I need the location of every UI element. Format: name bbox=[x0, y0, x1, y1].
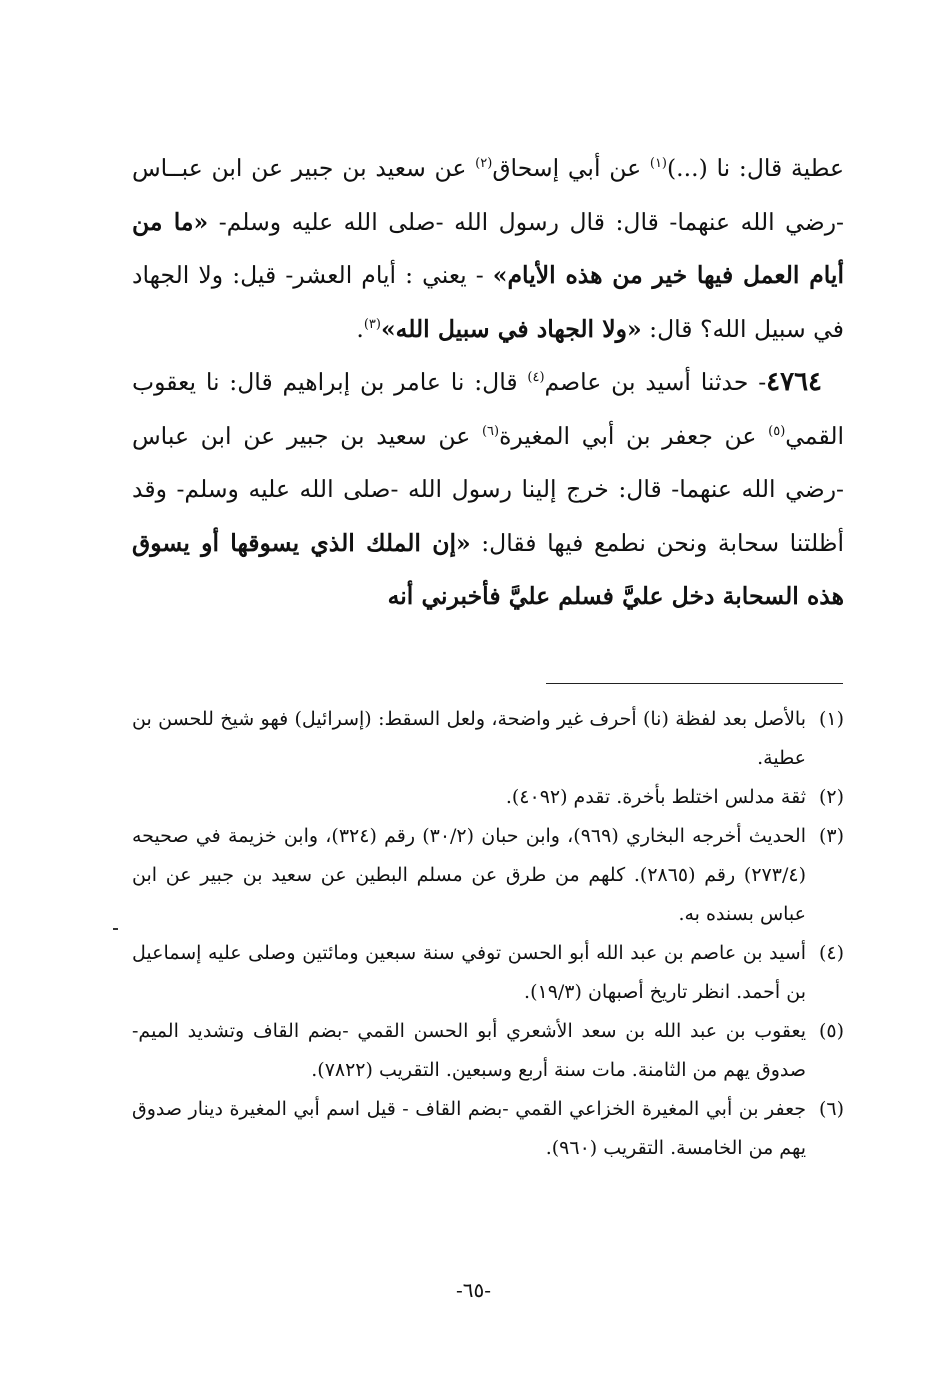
hadith-number: ٤٧٦٤ bbox=[766, 367, 822, 397]
footnote-ref-3: (٣) bbox=[363, 316, 381, 332]
text-run: عن سعيد بن جبير عن ابن عباس -رضي الله عنهما- قال: خرج إلينا رسول الله -صلى الله عليه وسلم- وقد أظلتنا سحابة ونحن نطمع فيها فقال: bbox=[132, 421, 844, 557]
footnote bbox=[132, 1090, 844, 1168]
footnote-number: (٥) bbox=[818, 1020, 844, 1042]
page-number: -٦٥- bbox=[455, 1278, 491, 1302]
footnote bbox=[132, 817, 844, 934]
footnote-text: الحديث أخرجه البخاري (٩٦٩)، وابن حبان (٣٠/٢) رقم (٣٢٤)، وابن خزيمة في صحيحه (٢٧٣/٤) رقم (٢٨٦٥). كلهم من طرق عن مسلم البطين عن سعيد بن جبير عن ابن عباس بسنده به. bbox=[132, 825, 806, 925]
footnote-text: ثقة مدلس اختلط بأخرة. تقدم (٤٠٩٢). bbox=[505, 786, 806, 808]
hadith-quote: «إن الملك الذي يسوقها أو يسوق هذه السحابة دخل عليَّ فسلم عليَّ فأخبرني أنه bbox=[132, 528, 844, 610]
footnote-number: (٦) bbox=[818, 1098, 844, 1120]
footnote-ref-5: (٥) bbox=[768, 423, 786, 439]
footnote-text: بالأصل بعد لفظة (نا) أحرف غير واضحة، ولعل السقط: (إسرائيل) فهو شيخ للحسن بن عطية. bbox=[132, 708, 806, 769]
footnote-text: جعفر بن أبي المغيرة الخزاعي القمي -بضم القاف - قيل اسم أبي المغيرة دينار صدوق يهم من الخامسة. التقريب (٩٦٠). bbox=[132, 1098, 806, 1159]
footnote-ref-4: (٤) bbox=[527, 370, 545, 386]
footnote bbox=[132, 700, 844, 778]
footnote-ref-1: (١) bbox=[649, 156, 667, 172]
hadith-quote: «ولا الجهاد في سبيل الله» bbox=[380, 314, 642, 343]
footnote-separator bbox=[546, 683, 843, 684]
paragraph-2 bbox=[132, 356, 844, 624]
main-text bbox=[132, 142, 844, 624]
text-run: عن جعفر بن أبي المغيرة bbox=[499, 421, 769, 450]
text-run: - يعني : أيام العشر- قيل: ولا الجهاد في سبيل الله؟ قال: bbox=[132, 261, 844, 343]
footnote-number: (٢) bbox=[818, 786, 844, 808]
text-run: عطية قال: نا (...) bbox=[667, 154, 845, 182]
footnote bbox=[132, 778, 844, 817]
text-run: عن أبي إسحاق bbox=[492, 154, 650, 182]
footnote-number: (١) bbox=[818, 708, 844, 730]
footnote-text: أسيد بن عاصم بن عبد الله أبو الحسن توفي سنة سبعين ومائتين وصلى عليه إسماعيل بن أحمد. انظر تاريخ أصبهان (١٩/٣). bbox=[132, 942, 806, 1003]
footnote bbox=[132, 1012, 844, 1090]
footnote-number: (٤) bbox=[818, 942, 844, 964]
text-run: - حدثنا أسيد بن عاصم bbox=[544, 368, 767, 396]
footnote-ref-2: (٢) bbox=[475, 156, 493, 172]
footnote-number: (٣) bbox=[818, 825, 844, 847]
text-run: عن سعيد بن جبير عن ابن عبــاس -رضي الله عنهما- قال: قال رسول الله -صلى الله عليه وسلم- bbox=[132, 154, 844, 236]
text-run: . bbox=[356, 314, 364, 343]
hadith-quote: «ما من أيام العمل فيها خير من هذه الأيام» bbox=[132, 207, 844, 289]
footnote-text: يعقوب بن عبد الله بن سعد الأشعري أبو الحسن القمي -بضم القاف وتشديد الميم- صدوق يهم من الثامنة. مات سنة أربع وسبعين. التقريب (٧٨٢٢). bbox=[132, 1020, 806, 1081]
footnotes bbox=[132, 700, 844, 1168]
paragraph-1 bbox=[132, 142, 844, 356]
footnote bbox=[132, 934, 844, 1012]
scan-speck bbox=[113, 928, 118, 930]
text-run: قال: نا عامر بن إبراهيم قال: نا يعقوب القمي bbox=[132, 368, 845, 450]
footnote-ref-6: (٦) bbox=[481, 423, 500, 439]
